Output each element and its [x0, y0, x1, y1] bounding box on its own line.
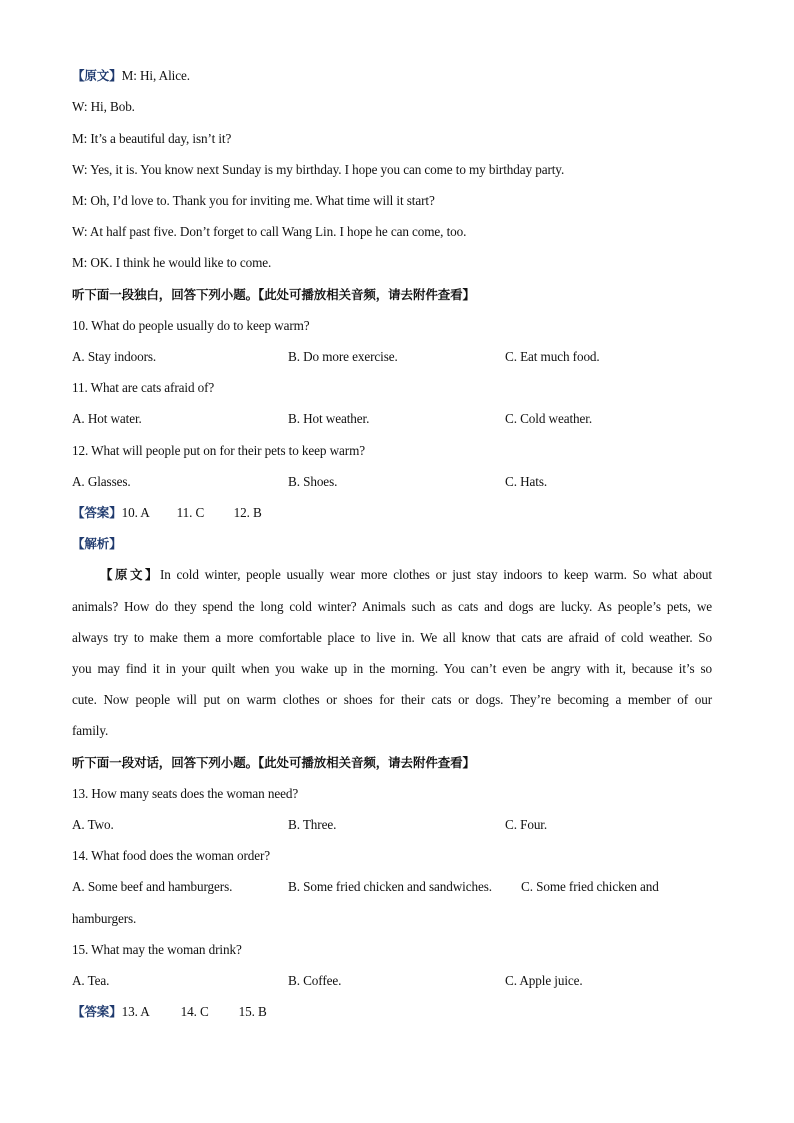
answer-item: 10. A — [121, 505, 150, 520]
transcript-line: M: Oh, I’d love to. Thank you for inviting me. What time will it start? — [72, 193, 435, 208]
option-b[interactable]: B. Coffee. — [288, 973, 342, 988]
option-b[interactable]: B. Do more exercise. — [288, 349, 398, 364]
answer-line — [72, 1004, 267, 1020]
passage-line: you may find it in your quilt when you wake up in the morning. You can’t even be angry with it, because it’s so — [72, 661, 712, 676]
question-stem: 14. What food does the woman order? — [72, 848, 271, 863]
answer-item: 15. B — [238, 1004, 267, 1019]
option-b[interactable]: B. Some fried chicken and sandwiches. — [288, 879, 492, 894]
passage-line: family. — [72, 723, 109, 738]
option-b[interactable]: B. Three. — [288, 817, 337, 832]
option-b[interactable]: B. Shoes. — [288, 474, 338, 489]
transcript-line — [72, 68, 190, 84]
answer-item: 14. C — [180, 1004, 209, 1019]
option-c[interactable]: C. Eat much food. — [505, 349, 600, 364]
option-b[interactable]: B. Hot weather. — [288, 411, 370, 426]
passage-line: always try to make them a more comfortable place to live in. We all know that cats are afraid of cold weather. So — [72, 630, 712, 645]
option-c[interactable]: C. Apple juice. — [505, 973, 583, 988]
option-c[interactable]: C. Four. — [505, 817, 548, 832]
transcript-text: M: Hi, Alice. — [121, 68, 190, 83]
question-stem: 15. What may the woman drink? — [72, 942, 242, 957]
transcript-line: M: OK. I think he would like to come. — [72, 255, 272, 270]
passage-line: cute. Now people will put on warm clothes or shoes for their cats or dogs. They’re becoming a member of our — [72, 692, 712, 707]
option-a[interactable]: A. Some beef and hamburgers. — [72, 879, 233, 894]
answer-item: 11. C — [176, 505, 205, 520]
transcript-line: W: Yes, it is. You know next Sunday is my birthday. I hope you can come to my birthday party. — [72, 162, 565, 177]
option-a[interactable]: A. Hot water. — [72, 411, 142, 426]
question-stem: 13. How many seats does the woman need? — [72, 786, 299, 801]
option-c[interactable]: C. Some fried chicken and — [521, 879, 659, 894]
transcript-line: W: Hi, Bob. — [72, 99, 135, 114]
passage-line: animals? How do they spend the long cold winter? Animals such as cats and dogs are lucky. As people’s pets, we — [72, 599, 712, 614]
analysis-tag: 【解析】 — [72, 536, 122, 551]
section-instruction: 听下面一段对话，回答下列小题。【此处可播放相关音频，请去附件查看】 — [72, 755, 475, 770]
question-stem: 10. What do people usually do to keep warm? — [72, 318, 310, 333]
option-a[interactable]: A. Stay indoors. — [72, 349, 157, 364]
section-instruction: 听下面一段独白，回答下列小题。【此处可播放相关音频，请去附件查看】 — [72, 287, 475, 302]
answer-item: 13. A — [121, 1004, 150, 1019]
option-c[interactable]: C. Hats. — [505, 474, 548, 489]
analysis-heading — [72, 536, 122, 552]
option-continuation: hamburgers. — [72, 911, 137, 926]
question-stem: 12. What will people put on for their pets to keep warm? — [72, 443, 365, 458]
answer-line — [72, 505, 262, 521]
transcript-line: W: At half past five. Don’t forget to call Wang Lin. I hope he can come, too. — [72, 224, 467, 239]
option-a[interactable]: A. Tea. — [72, 973, 110, 988]
answer-tag: 【答案】 — [72, 1004, 122, 1019]
passage-text: In cold winter, people usually wear more clothes or just stay indoors to keep warm. So what about — [159, 567, 712, 582]
option-a[interactable]: A. Two. — [72, 817, 114, 832]
answer-item: 12. B — [233, 505, 262, 520]
transcript-tag: 【原文】 — [72, 68, 122, 83]
passage-tag: 【原文】 — [100, 567, 160, 582]
option-c[interactable]: C. Cold weather. — [505, 411, 593, 426]
question-stem: 11. What are cats afraid of? — [72, 380, 215, 395]
answer-tag: 【答案】 — [72, 505, 122, 520]
transcript-line: M: It’s a beautiful day, isn’t it? — [72, 131, 232, 146]
option-a[interactable]: A. Glasses. — [72, 474, 131, 489]
passage-line — [100, 567, 712, 583]
